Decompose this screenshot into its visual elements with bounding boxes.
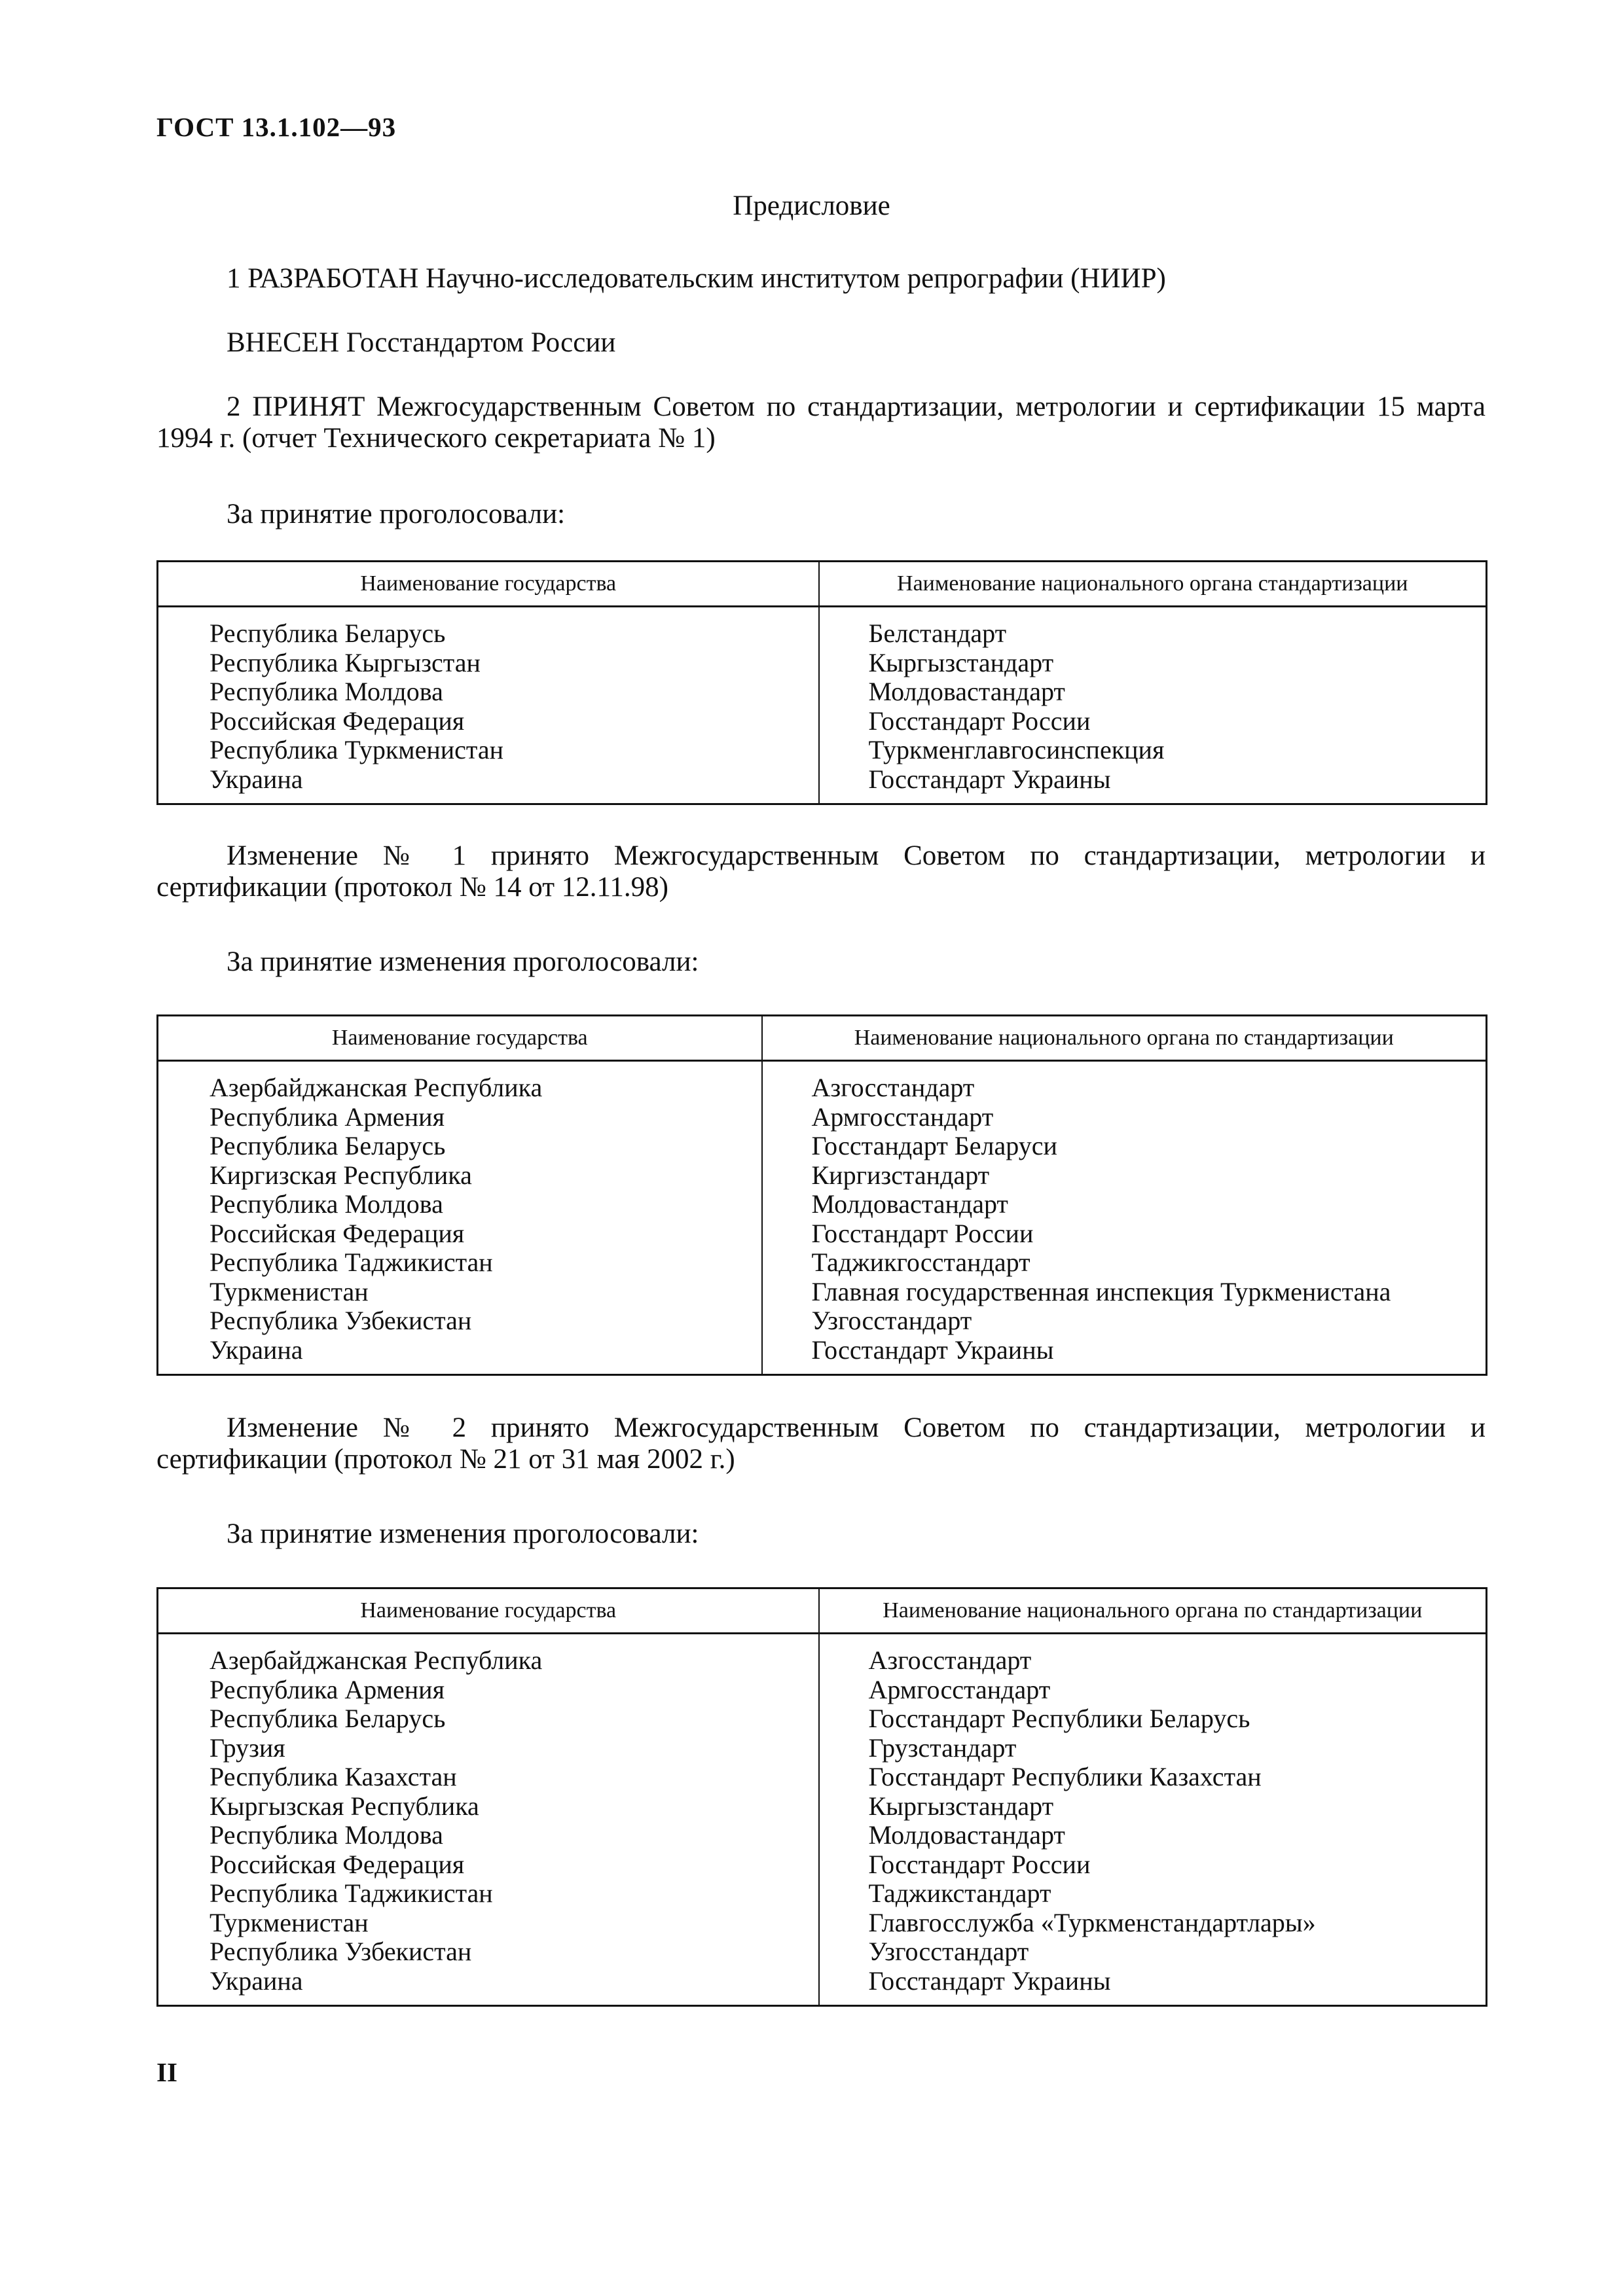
table1-body: Туркменглавгосинспекция: [868, 735, 1165, 764]
document-code: ГОСТ 13.1.102—93: [156, 112, 397, 142]
paragraph-developed: 1 РАЗРАБОТАН Научно-исследовательским институтом репрографии (НИИР): [227, 263, 1166, 294]
page-title: Предисловие: [733, 190, 890, 221]
table3-body: Кыргызстандарт: [868, 1791, 1054, 1821]
table1-header-state: Наименование государства: [158, 562, 819, 607]
vote-caption-1: За принятие проголосовали:: [227, 499, 566, 529]
table2-body: Киргизстандарт: [811, 1160, 990, 1190]
table3-state: Республика Таджикистан: [210, 1878, 493, 1908]
table1-state-column: [158, 607, 819, 804]
table3-state: Азербайджанская Республика: [210, 1645, 543, 1675]
paragraph-change-2: Изменение № 2 принято Межгосударственным Советом по стандартизации, метрологии и сертификации (протокол № 21 от 31 мая 2002 г.): [156, 1412, 1486, 1475]
table2-body: Главная государственная инспекция Туркменистана: [811, 1276, 1391, 1306]
table2-state: Азербайджанская Республика: [210, 1073, 543, 1102]
page-number: II: [156, 2057, 177, 2087]
table3-body: Госстандарт Республики Казахстан: [868, 1762, 1262, 1791]
table2-body-column: [762, 1061, 1487, 1375]
table2-state: Республика Таджикистан: [210, 1247, 493, 1277]
table2-state: Республика Узбекистан: [210, 1306, 472, 1335]
table3-body: Грузстандарт: [868, 1732, 1017, 1763]
table2-state: Российская Федерация: [210, 1218, 465, 1248]
table1-body: Госстандарт Украины: [868, 764, 1111, 794]
table3-body: Узгосстандарт: [868, 1937, 1029, 1966]
voting-table-2: [156, 1014, 1487, 1376]
table3-state: Российская Федерация: [210, 1849, 465, 1879]
paragraph-introduced: ВНЕСЕН Госстандартом России: [227, 327, 616, 358]
table3-state: Украина: [210, 1965, 303, 1996]
vote-caption-2: За принятие изменения проголосовали:: [227, 946, 699, 977]
table1-state: Украина: [210, 764, 303, 794]
table3-state: Грузия: [210, 1732, 285, 1763]
table2-body: Азгосстандарт: [811, 1073, 975, 1102]
table2-body: Госстандарт Украины: [811, 1335, 1054, 1365]
paragraph-adopted: 2 ПРИНЯТ Межгосударственным Советом по стандартизации, метрологии и сертификации 15 марта 1994 г. (отчет Технического секретариата № 1): [156, 391, 1486, 454]
table1-state: Российская Федерация: [210, 706, 465, 736]
table1-state: Республика Туркменистан: [210, 735, 504, 764]
table3-state: Республика Армения: [210, 1674, 445, 1704]
table2-body: Узгосстандарт: [811, 1306, 972, 1335]
table2-state: Республика Беларусь: [210, 1131, 446, 1160]
table1-header-body: Наименование национального органа стандартизации: [819, 562, 1487, 607]
voting-table-1: [156, 560, 1487, 805]
table3-state: Республика Узбекистан: [210, 1937, 472, 1966]
table2-state: Туркменистан: [210, 1276, 369, 1306]
table2-header-state: Наименование государства: [158, 1016, 762, 1061]
table1-body: Белстандарт: [868, 619, 1007, 648]
table3-state: Республика Молдова: [210, 1820, 443, 1850]
table3-body: Таджикстандарт: [868, 1878, 1051, 1908]
table2-body: Молдовастандарт: [811, 1189, 1008, 1219]
table2-body: Госстандарт Беларуси: [811, 1131, 1057, 1160]
table3-header-body: Наименование национального органа по стандартизации: [819, 1588, 1487, 1634]
table1-state: Республика Беларусь: [210, 619, 446, 648]
table2-state: Республика Молдова: [210, 1189, 443, 1219]
table3-header-state: Наименование государства: [158, 1588, 819, 1634]
table2-state: Республика Армения: [210, 1102, 445, 1132]
table2-body: Таджикгосстандарт: [811, 1247, 1030, 1277]
table2-state: Киргизская Республика: [210, 1160, 472, 1190]
table3-state: Туркменистан: [210, 1907, 369, 1937]
table3-body: Азгосстандарт: [868, 1645, 1032, 1675]
table1-state: Республика Молдова: [210, 677, 443, 706]
table1-state: Республика Кыргызстан: [210, 647, 481, 677]
table2-header-body: Наименование национального органа по стандартизации: [762, 1016, 1487, 1061]
table1-body: Молдовастандарт: [868, 677, 1065, 706]
table3-body: Госстандарт Украины: [868, 1965, 1111, 1996]
paragraph-change-1: Изменение № 1 принято Межгосударственным Советом по стандартизации, метрологии и сертификации (протокол № 14 от 12.11.98): [156, 840, 1486, 903]
table3-state: Республика Казахстан: [210, 1762, 457, 1791]
voting-table-3: [156, 1587, 1487, 2007]
table2-state-column: [158, 1061, 762, 1375]
table3-body: Госстандарт России: [868, 1849, 1091, 1879]
table3-body: Госстандарт Республики Беларусь: [868, 1704, 1250, 1733]
table3-body: Главгосслужба «Туркменстандартлары»: [868, 1907, 1316, 1937]
table3-body: Армгосстандарт: [868, 1674, 1051, 1704]
table3-body-column: [819, 1634, 1487, 2006]
table2-body: Армгосстандарт: [811, 1102, 994, 1132]
vote-caption-3: За принятие изменения проголосовали:: [227, 1518, 699, 1549]
table1-body: Госстандарт России: [868, 706, 1091, 736]
table2-state: Украина: [210, 1335, 303, 1365]
table1-body-column: [819, 607, 1487, 804]
table3-state: Кыргызская Республика: [210, 1791, 479, 1821]
table1-body: Кыргызстандарт: [868, 647, 1054, 677]
table3-body: Молдовастандарт: [868, 1820, 1065, 1850]
table3-state-column: [158, 1634, 819, 2006]
table3-state: Республика Беларусь: [210, 1704, 446, 1733]
table2-body: Госстандарт России: [811, 1218, 1034, 1248]
